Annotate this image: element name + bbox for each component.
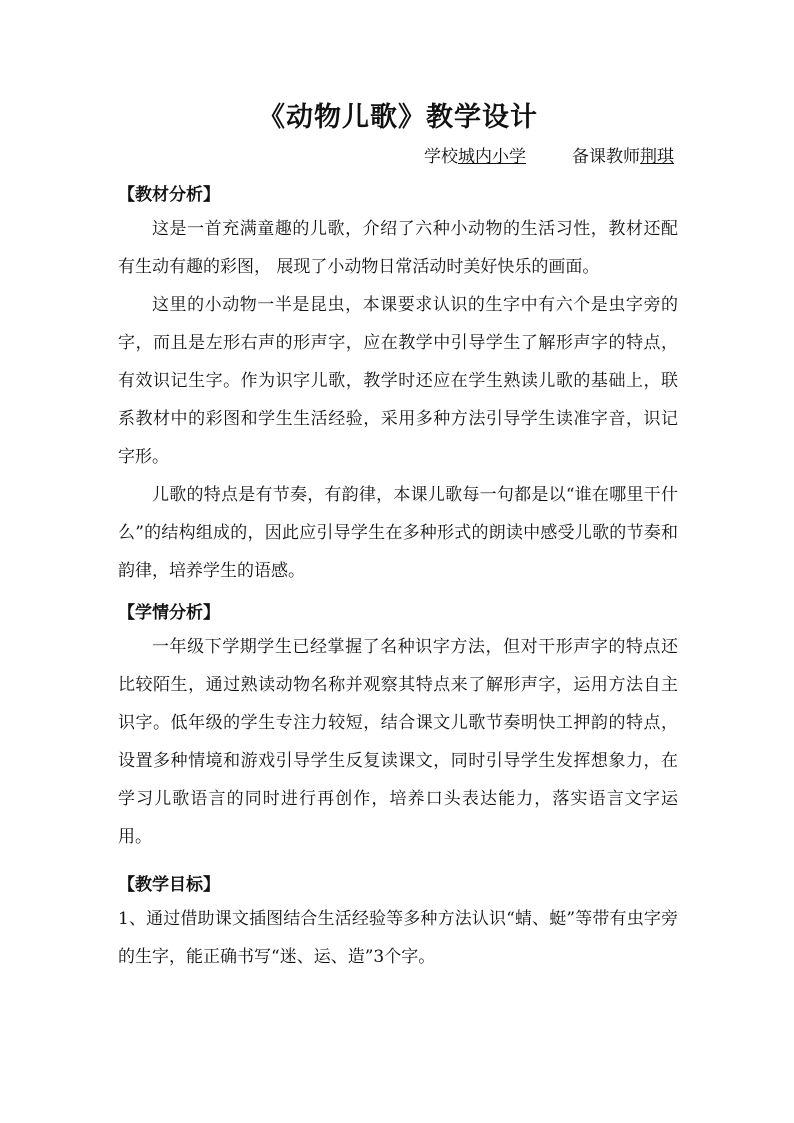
school-value: 城内小学 [458,147,526,167]
section-heading-student-analysis: 【学情分析】 [118,603,220,623]
goal-item: 1、通过借助课文插图结合生活经验等多种方法认识“蜻、蜓”等带有虫字旁的生字，能正确书写“迷、运、造”3个字。 [118,909,678,967]
document-page [118,96,678,976]
paragraph: 这里的小动物一半是昆虫，本课要求认识的生字中有六个是虫字旁的字，而且是左形右声的形声字，应在教学中引导学生了解形声字的特点，有效识记生字。作为识字儿歌，教学时还应在学生熟读儿歌的基础上，联系教材中的彩图和学生生活经验，采用多种方法引导学生读准字音，识记字形。 [118,295,678,467]
teacher-value: 荆琪 [640,147,674,167]
teacher-label: 备课教师 [572,147,640,167]
school-label: 学校 [424,147,458,167]
paragraph: 儿歌的特点是有节奏，有韵律，本课儿歌每一句都是以“谁在哪里干什么”的结构组成的，因此应引导学生在多种形式的朗读中感受儿歌的节奏和韵律，培养学生的语感。 [118,485,678,581]
section-heading-textbook-analysis: 【教材分析】 [118,185,220,205]
author-line [118,142,678,172]
section-heading-teaching-goals: 【教学目标】 [118,875,220,895]
document-title: 《动物儿歌》教学设计 [258,102,538,133]
paragraph: 一年级下学期学生已经掌握了名种识字方法，但对干形声字的特点还比较陌生，通过熟读动物名称并观察其特点来了解形声字，运用方法自主识字。低年级的学生专注力较短，结合课文儿歌节奏明快工押韵的特点，设置多种情境和游戏引导学生反复读课文，同时引导学生发挥想象力，在学习儿歌语言的同时进行再创作，培养口头表达能力，落实语言文字运用。 [118,637,678,847]
paragraph: 这是一首充满童趣的儿歌，介绍了六种小动物的生活习性，教材还配有生动有趣的彩图， 展现了小动物日常活动时美好快乐的画面。 [118,219,678,277]
